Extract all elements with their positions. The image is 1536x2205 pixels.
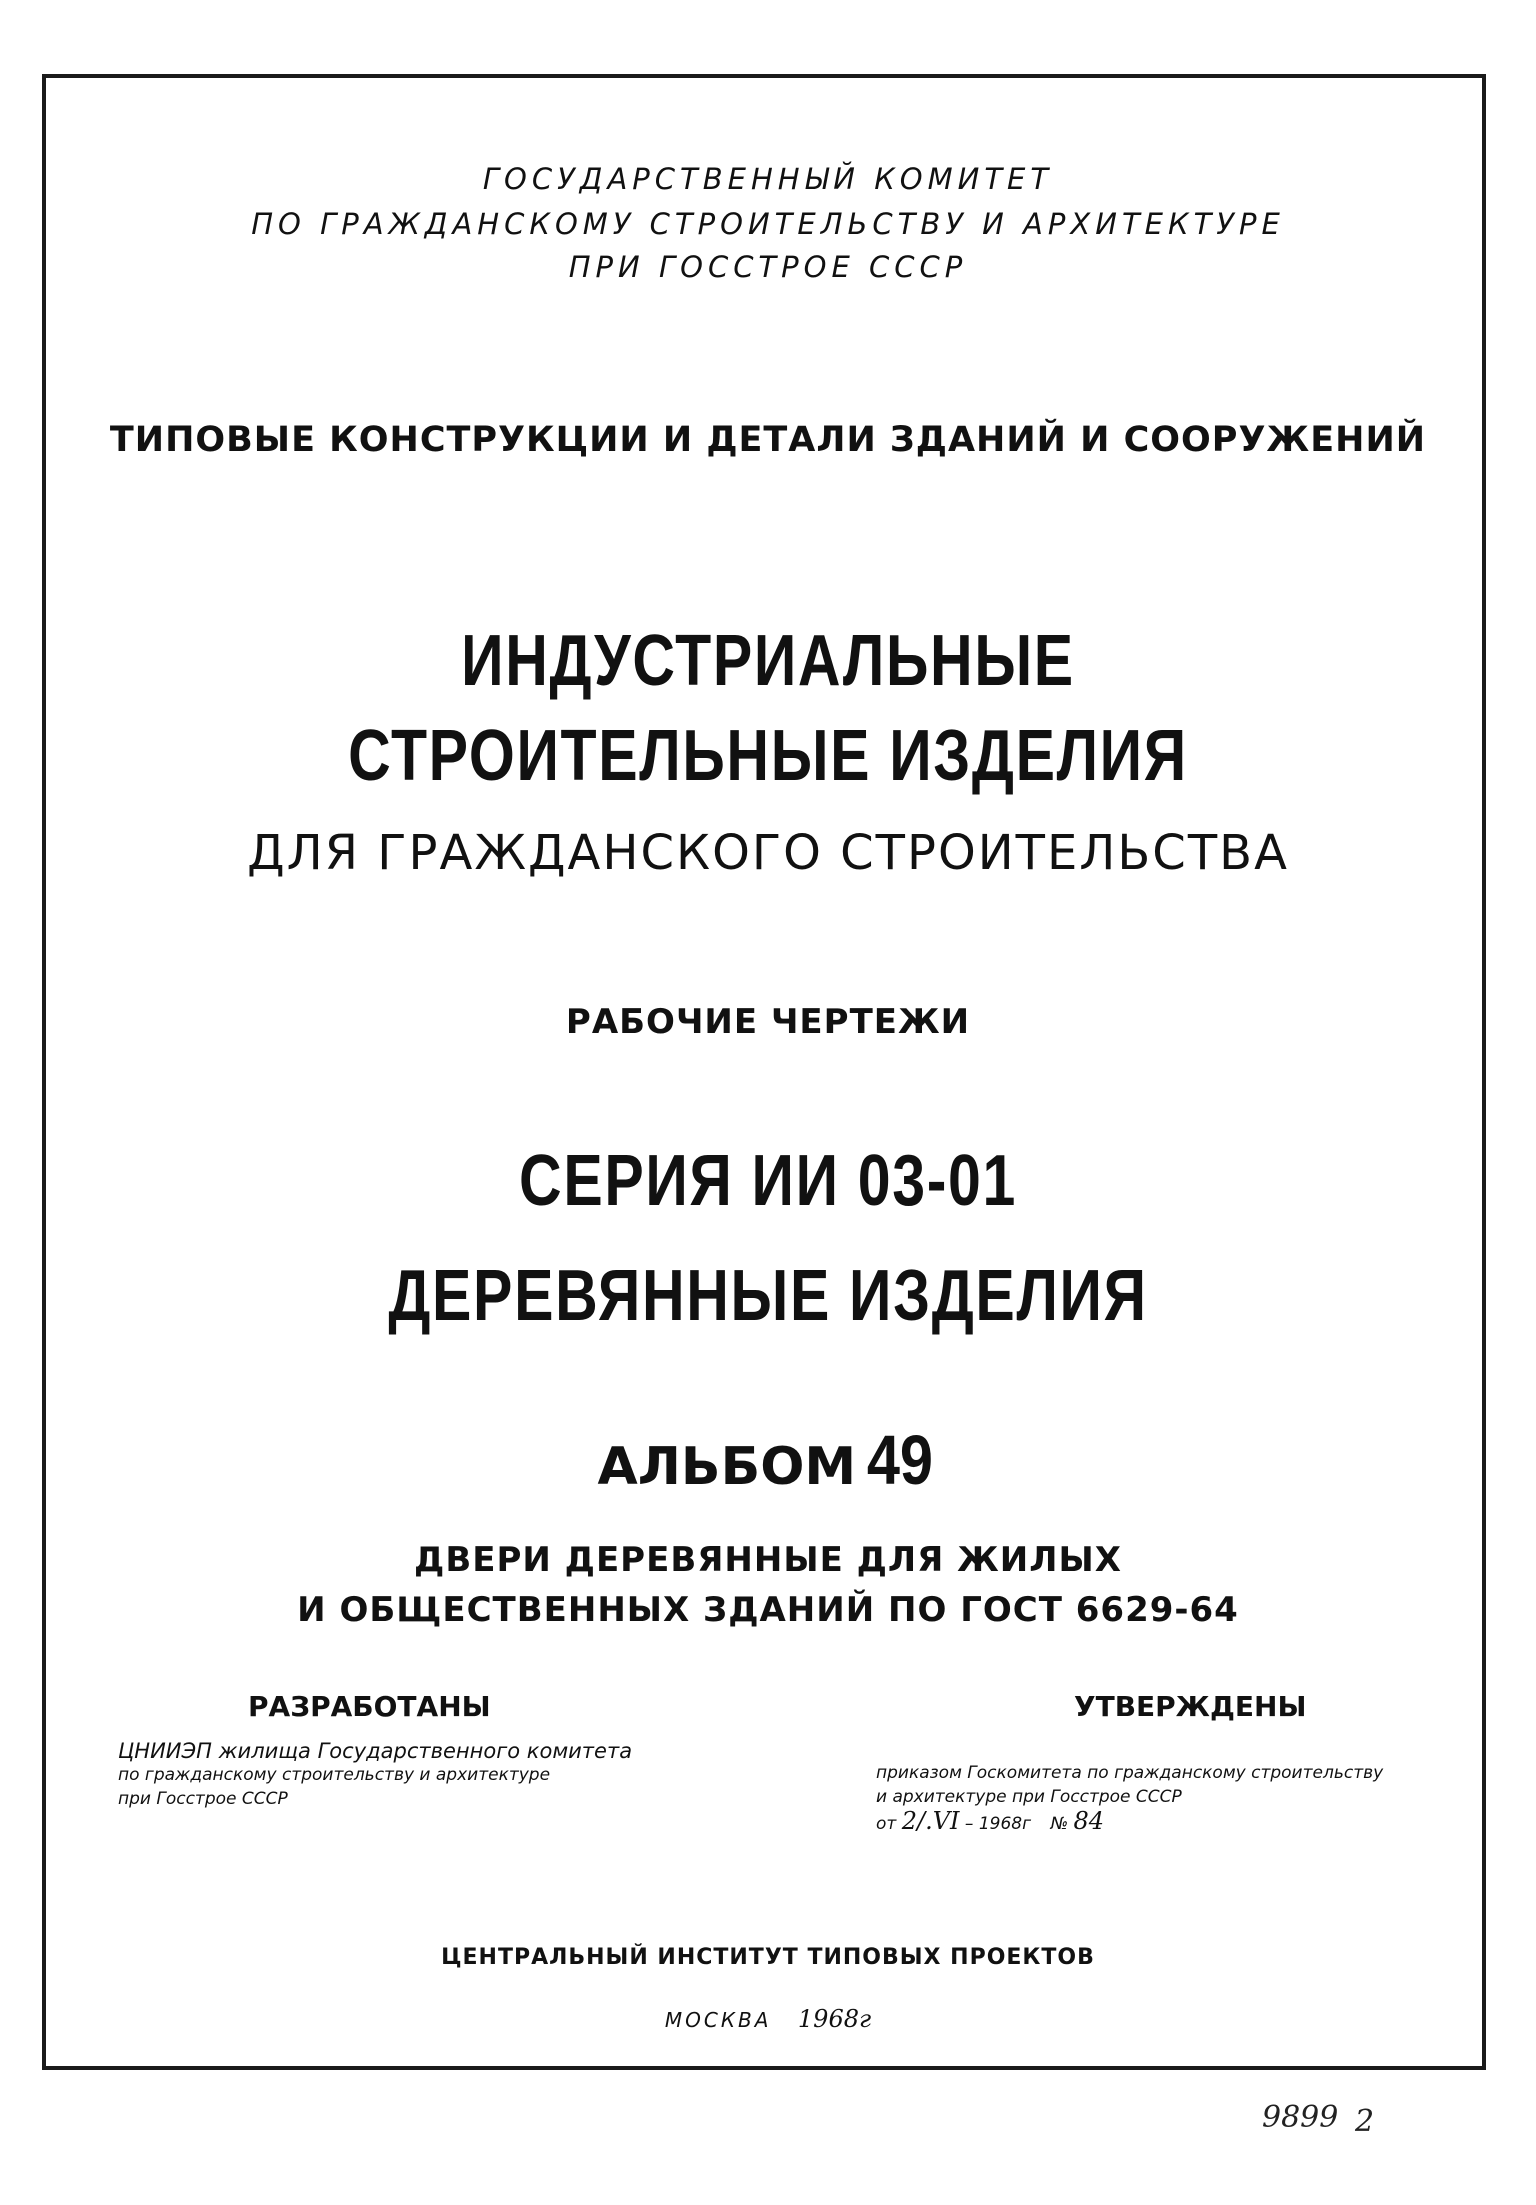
developed-by-heading: РАЗРАБОТАНЫ	[248, 1690, 491, 1723]
album-title	[0, 1420, 1536, 1500]
approved-by-block	[876, 1690, 1476, 1836]
description-line-2: И ОБЩЕСТВЕННЫХ ЗДАНИЙ ПО ГОСТ 6629-64	[297, 1590, 1239, 1630]
archive-sheet-number: 2	[1355, 2104, 1375, 2139]
album-number: 49	[866, 1421, 933, 1499]
main-title-line-1: ИНДУСТРИАЛЬНЫЕ	[461, 621, 1075, 701]
approved-number-prefix: №	[1050, 1814, 1069, 1834]
series-heading: ТИПОВЫЕ КОНСТРУКЦИИ И ДЕТАЛИ ЗДАНИЙ И СООРУЖЕНИЙ	[109, 420, 1427, 460]
approved-by-line-1: приказом Госкомитета по гражданскому строительству	[876, 1763, 1384, 1783]
series-code: СЕРИЯ ИИ 03-01	[519, 1141, 1017, 1221]
approved-date-prefix: от	[876, 1814, 897, 1834]
description-line-1: ДВЕРИ ДЕРЕВЯННЫЕ ДЛЯ ЖИЛЫХ	[414, 1540, 1122, 1580]
publication-year: 1968г	[797, 2005, 872, 2033]
approved-number-handwritten: 84	[1073, 1807, 1105, 1835]
header-gosstroy-line: ПРИ ГОССТРОЕ СССР	[568, 250, 968, 284]
main-title-line-3: ДЛЯ ГРАЖДАНСКОГО СТРОИТЕЛЬСТВА	[247, 825, 1289, 881]
developed-by-line-1: ЦНИИЭП жилища Государственного комитета	[118, 1739, 633, 1763]
publication-city: МОСКВА	[664, 2008, 772, 2032]
approved-by-heading: УТВЕРЖДЕНЫ	[1074, 1690, 1307, 1723]
publication-place-year	[0, 2005, 1536, 2033]
approved-date-suffix: – 1968г	[964, 1814, 1032, 1834]
developed-by-line-3: при Госстрое СССР	[118, 1789, 288, 1809]
approved-by-line-2: и архитектуре при Госстрое СССР	[876, 1787, 1182, 1807]
working-drawings-label: РАБОЧИЕ ЧЕРТЕЖИ	[565, 1002, 971, 1042]
header-ministry-line: ПО ГРАЖДАНСКОМУ СТРОИТЕЛЬСТВУ И АРХИТЕКТУРЕ	[251, 207, 1285, 241]
header-committee-line: ГОСУДАРСТВЕННЫЙ КОМИТЕТ	[482, 162, 1054, 196]
approved-by-date-line	[876, 1809, 1476, 1836]
developed-by-line-2: по гражданскому строительству и архитектуре	[118, 1765, 551, 1785]
album-label: АЛЬБОМ	[597, 1437, 857, 1497]
developed-by-block	[118, 1690, 738, 1811]
main-title-line-2: СТРОИТЕЛЬНЫЕ ИЗДЕЛИЯ	[348, 716, 1188, 796]
archive-number: 9899	[1262, 2100, 1339, 2135]
series-name: ДЕРЕВЯННЫЕ ИЗДЕЛИЯ	[388, 1256, 1148, 1336]
publisher-institute: ЦЕНТРАЛЬНЫЙ ИНСТИТУТ ТИПОВЫХ ПРОЕКТОВ	[441, 1945, 1095, 1970]
approved-date-handwritten: 2/.VI	[901, 1807, 960, 1835]
